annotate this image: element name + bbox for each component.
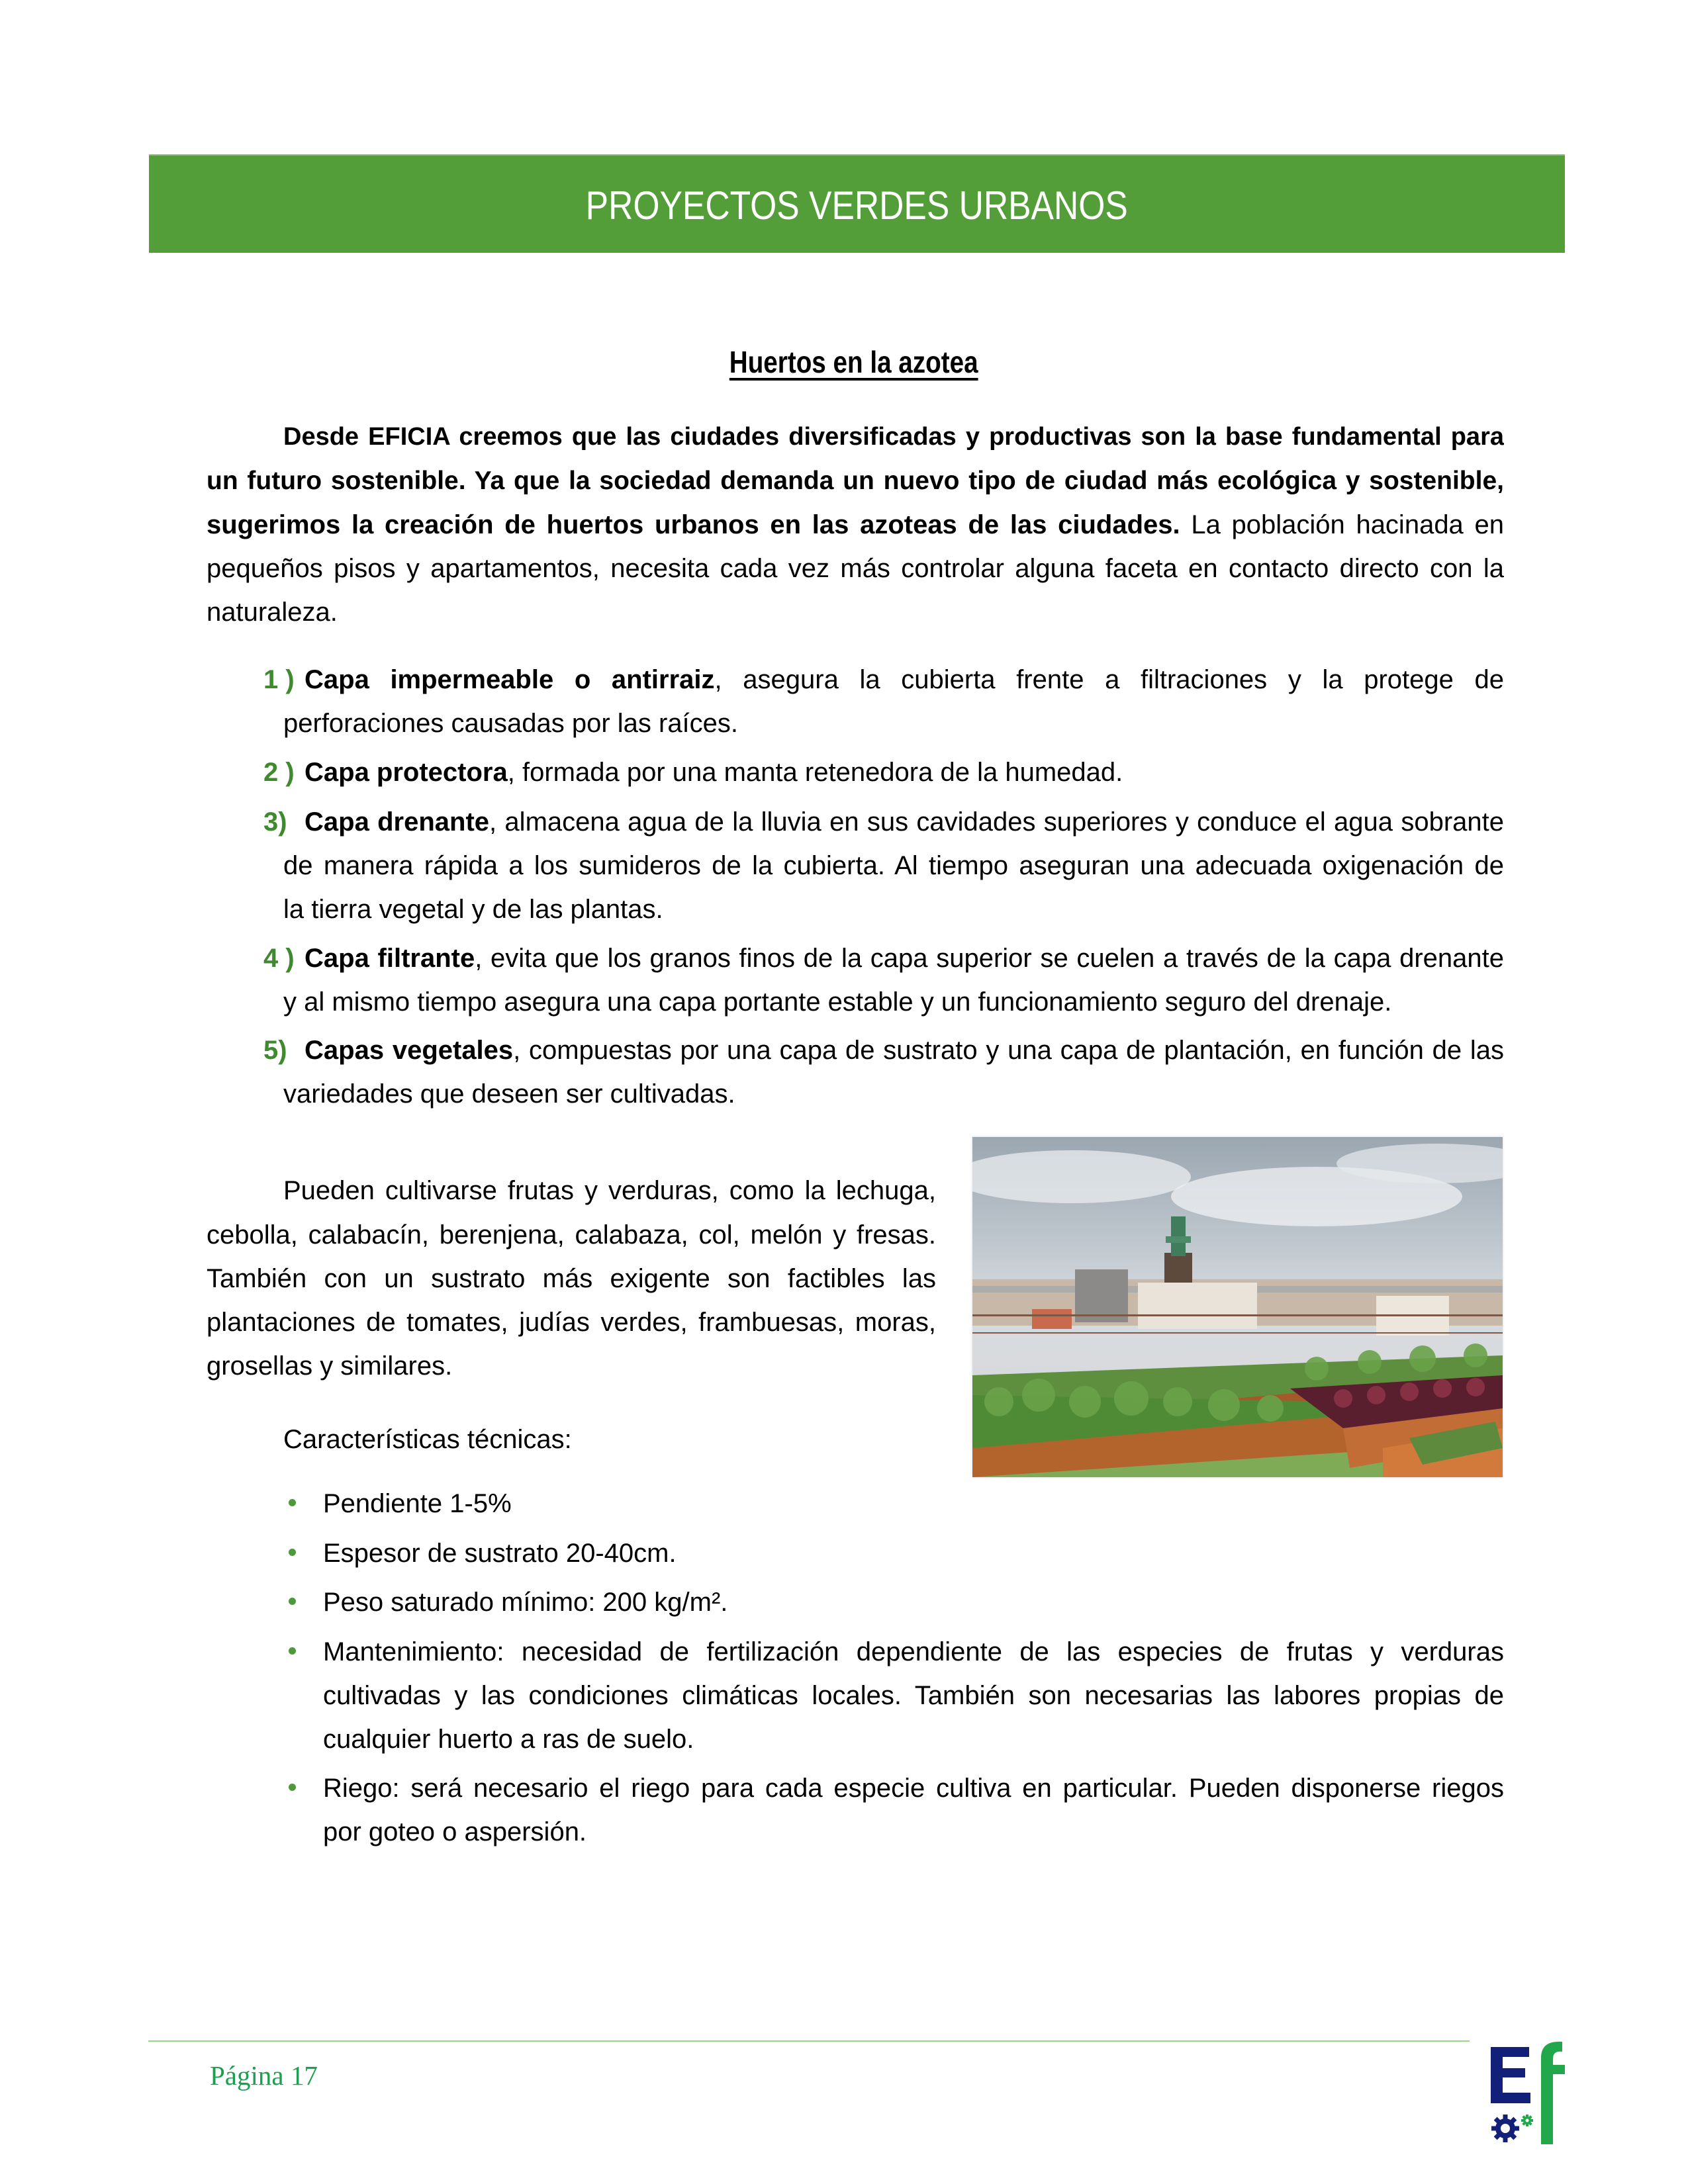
list-number: 5)	[263, 1036, 287, 1065]
spec-line: Riego: será necesario el riego para cada especie cultiva en particular. Pueden disponerse riegos	[323, 1774, 1504, 1803]
spec-text: Pendiente 1-5%	[323, 1489, 512, 1518]
layer-term: Capa drenante	[305, 807, 490, 837]
crops-line	[283, 1175, 936, 1206]
layer-first-line	[305, 1034, 1504, 1066]
rooftop-garden-illustration	[972, 1137, 1503, 1477]
layer-description: , evita que los granos finos de la capa superior se cuelen a través de la capa drenante	[475, 944, 1504, 973]
document-title: PROYECTOS VERDES URBANOS	[585, 183, 1129, 228]
rooftop-garden-photo	[972, 1137, 1503, 1477]
small-gear-icon	[1521, 2115, 1533, 2126]
layer-continuation: variedades que deseen ser cultivadas.	[283, 1079, 735, 1109]
list-number: 2 )	[263, 758, 295, 787]
crops-text: plantaciones de tomates, judías verdes, frambuesas, moras,	[207, 1308, 936, 1337]
intro-text: pequeños pisos y apartamentos, necesita cada vez más controlar alguna faceta en contacto directo con la	[207, 554, 1504, 583]
header-banner	[149, 154, 1565, 253]
layer-term: Capa filtrante	[305, 944, 475, 973]
logo-icon	[1483, 2038, 1575, 2148]
spec-line: cultivadas y las condiciones climáticas locales. También son necesarias las labores propias de	[323, 1681, 1504, 1710]
intro-line	[283, 421, 1504, 453]
spec-text: Espesor de sustrato 20-40cm.	[323, 1539, 677, 1568]
crops-text: También con un sustrato más exigente son factibles las	[207, 1264, 936, 1293]
spec-text	[323, 1772, 1504, 1804]
layer-continuation	[283, 850, 1504, 882]
layer-first-line	[305, 664, 1504, 696]
spec-line: Mantenimiento: necesidad de fertilización dependiente de las especies de frutas y verduras	[323, 1637, 1504, 1666]
eficia-logo	[1483, 2038, 1575, 2148]
intro-text: naturaleza.	[207, 598, 338, 627]
layer-term: Capas vegetales	[305, 1036, 514, 1065]
list-number: 1 )	[263, 665, 295, 694]
intro-line	[207, 553, 1504, 584]
layer-continuation-text: de manera rápida a los sumideros de la cubierta. Al tiempo aseguran una adecuada oxigenación de	[283, 851, 1504, 880]
layer-continuation: perforaciones causadas por las raíces.	[283, 709, 739, 738]
logo-letter-e	[1491, 2047, 1530, 2103]
logo-letter-f	[1541, 2042, 1565, 2144]
intro-line	[207, 465, 1504, 497]
layer-continuation: y al mismo tiempo asegura una capa portante estable y un funcionamiento seguro del drenaje.	[283, 987, 1392, 1017]
layer-continuation: la tierra vegetal y de las plantas.	[283, 895, 663, 924]
intro-text: La población hacinada en	[1180, 510, 1504, 539]
intro-bold-text: Desde EFICIA creemos que las ciudades diversificadas y productivas son la base fundamental para	[283, 423, 1504, 451]
crops-line	[207, 1306, 936, 1338]
crops-text: cebolla, calabacín, berenjena, calabaza, col, melón y fresas.	[207, 1220, 936, 1250]
bullet-icon	[289, 1598, 296, 1605]
gear-icon	[1491, 2115, 1519, 2142]
layer-term: Capa protectora	[305, 758, 508, 787]
bullet-icon	[289, 1499, 296, 1506]
specs-heading: Características técnicas:	[283, 1425, 572, 1454]
crops-line	[207, 1263, 936, 1295]
crops-line	[207, 1219, 936, 1251]
intro-line	[207, 596, 338, 628]
spec-text: por goteo o aspersión.	[323, 1817, 587, 1846]
layer-term: Capa impermeable o antirraiz	[305, 665, 715, 694]
bullet-icon	[289, 1549, 296, 1556]
layer-description: , compuestas por una capa de sustrato y una capa de plantación, en función de las	[513, 1036, 1504, 1065]
intro-bold-text: sugerimos la creación de huertos urbanos en las azoteas de las ciudades.	[207, 510, 1180, 539]
list-number: 3)	[263, 807, 287, 837]
bullet-icon	[289, 1647, 296, 1655]
footer-divider	[148, 2040, 1470, 2042]
layer-description: , formada por una manta retenedora de la humedad.	[507, 758, 1123, 787]
spec-text	[323, 1636, 1504, 1668]
section-title: Huertos en la azotea	[729, 345, 978, 379]
list-number: 4 )	[263, 944, 295, 973]
railing	[972, 1314, 1503, 1316]
intro-line	[207, 509, 1504, 541]
layer-first-line	[305, 942, 1504, 974]
layer-first-line	[305, 806, 1504, 838]
bullet-icon	[289, 1784, 296, 1791]
crops-line: grosellas y similares.	[207, 1351, 453, 1381]
crops-text: Pueden cultivarse frutas y verduras, como la lechuga,	[283, 1176, 936, 1205]
section-heading	[0, 344, 1688, 380]
layer-first-line	[305, 756, 1123, 788]
spec-text	[323, 1680, 1504, 1711]
spec-text: cualquier huerto a ras de suelo.	[323, 1725, 694, 1754]
layer-description: , asegura la cubierta frente a filtraciones y la protege de	[714, 665, 1504, 694]
page-number: Página 17	[210, 2060, 318, 2091]
layer-description: , almacena agua de la lluvia en sus cavidades superiores y conduce el agua sobrante	[489, 807, 1504, 837]
intro-bold-text: un futuro sostenible. Ya que la sociedad demanda un nuevo tipo de ciudad más ecológica y sostenible,	[207, 467, 1504, 495]
spec-text: Peso saturado mínimo: 200 kg/m².	[323, 1588, 728, 1617]
